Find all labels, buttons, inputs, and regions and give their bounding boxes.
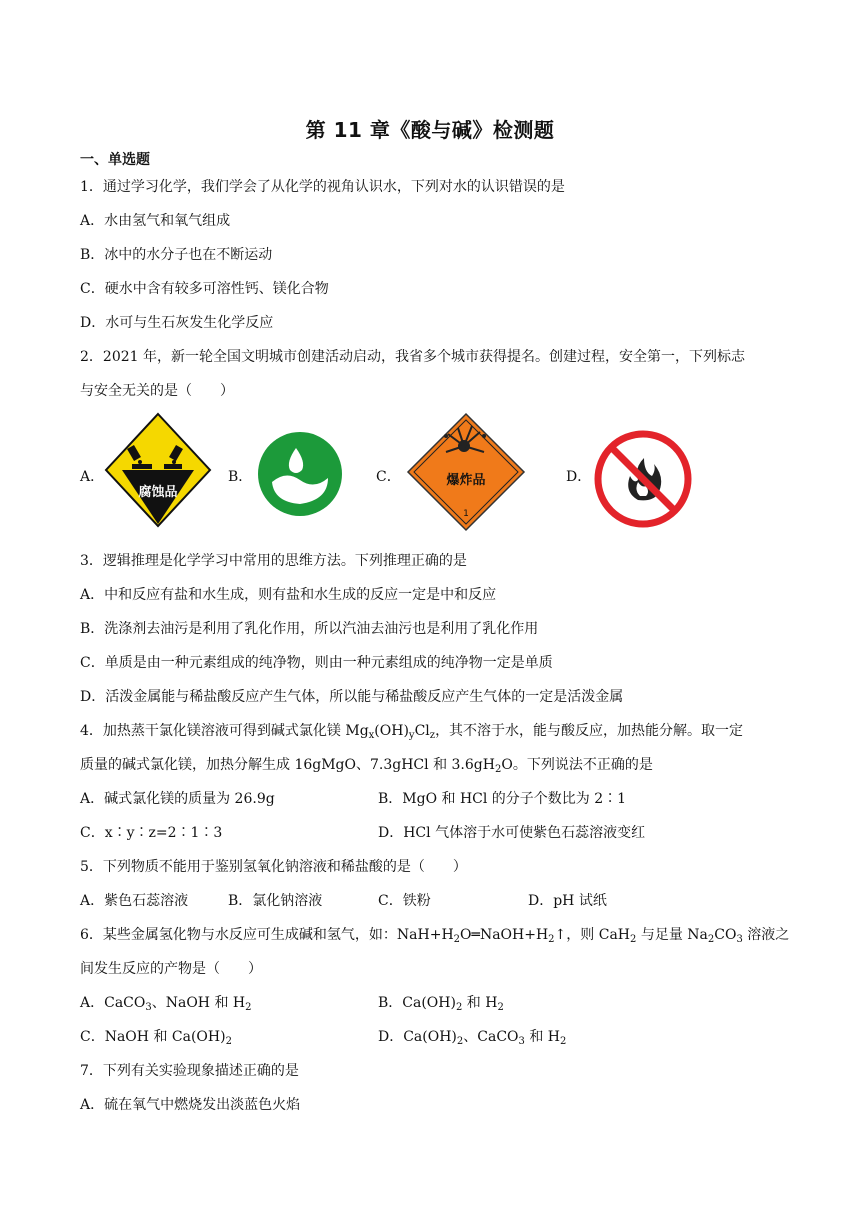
q2-option-a-label: A．: [80, 469, 105, 485]
q6-option-d: D．$Ca(OH)_2$、CaCO$_3$ 和 $H_2$: [378, 1029, 567, 1047]
no-fire-sign-icon: [594, 430, 692, 528]
q5-option-b: B．氯化钠溶液: [228, 893, 323, 909]
q6-stem-line2: 间发生反应的产物是（ ）: [80, 961, 262, 977]
q3-option-d: D．活泼金属能与稀盐酸反应产生气体，所以能与稀盐酸反应产生气体的一定是活泼金属: [80, 689, 624, 705]
q4-option-b: B．MgO 和 HCl 的分子个数比为 2∶1: [378, 791, 627, 807]
q3-option-c: C．单质是由一种元素组成的纯净物，则由一种元素组成的纯净物一定是单质: [80, 655, 553, 671]
q4-option-a: A．碱式氯化镁的质量为 26.9g: [80, 791, 275, 807]
q3-stem: 3．逻辑推理是化学学习中常用的思维方法。下列推理正确的是: [80, 553, 467, 569]
q1-stem: 1．通过学习化学，我们学会了从化学的视角认识水，下列对水的认识错误的是: [80, 179, 565, 195]
q2-sign-options: [80, 412, 800, 532]
q6-option-a: A．CaCO$_3$、NaOH 和 $H_2$: [80, 995, 252, 1013]
q2-option-b-label: B．: [228, 469, 253, 485]
q6-option-c: C．NaOH 和 $Ca(OH)_2$: [80, 1029, 232, 1047]
water-saving-sign-icon: [256, 430, 344, 518]
q2-stem-line1: 2．2021 年，新一轮全国文明城市创建活动启动，我省多个城市获得提名。创建过程，安全第一，下列标志: [80, 349, 745, 365]
q5-option-a: A．紫色石蕊溶液: [80, 893, 189, 909]
q2-option-d-label: D．: [566, 469, 592, 485]
q6-option-b: B．$Ca(OH)_2$ 和 $H_2$: [378, 995, 504, 1013]
q7-option-a: A．硫在氧气中燃烧发出淡蓝色火焰: [80, 1097, 301, 1113]
corrosive-sign-icon: [104, 412, 212, 528]
q6-stem-line1: 6．某些金属氢化物与水反应可生成碱和氢气，如：$NaH+H_2O═NaOH+H_2↑$，则 CaH$_2$ 与足量 $Na_2CO_3$ 溶液之: [80, 927, 790, 945]
section-heading: 一、单选题: [80, 152, 150, 168]
q2-option-c-label: C．: [376, 469, 401, 485]
q1-option-b: B．冰中的水分子也在不断运动: [80, 247, 273, 263]
q5-option-c: C．铁粉: [378, 893, 431, 909]
q7-stem: 7．下列有关实验现象描述正确的是: [80, 1063, 299, 1079]
explosive-sign-text: 爆炸品: [446, 473, 486, 488]
q2-stem-line2: 与安全无关的是（ ）: [80, 383, 234, 399]
q3-option-a: A．中和反应有盐和水生成，则有盐和水生成的反应一定是中和反应: [80, 587, 497, 603]
q1-option-a: A．水由氢气和氧气组成: [80, 213, 231, 229]
page-title: 第 11 章《酸与碱》检测题: [305, 118, 555, 142]
corrosive-sign-text: 腐蚀品: [138, 485, 178, 500]
q5-stem: 5．下列物质不能用于鉴别氢氧化钠溶液和稀盐酸的是（ ）: [80, 859, 467, 875]
q4-stem-line1: 4．加热蒸干氯化镁溶液可得到碱式氯化镁 $Mg_x(OH)_yCl_z$，其不溶于水，能与酸反应，加热能分解。取一定: [80, 723, 744, 741]
q4-option-d: D．HCl 气体溶于水可使紫色石蕊溶液变红: [378, 825, 646, 841]
explosive-sign-icon: [406, 412, 526, 532]
q4-stem-line2: 质量的碱式氯化镁，加热分解生成 16gMgO、7.3gHCl 和 $3.6gH_2O$。下列说法不正确的是: [80, 757, 653, 775]
q5-option-d: D．pH 试纸: [528, 893, 607, 909]
explosive-sign-number: 1: [463, 509, 469, 519]
q1-option-d: D．水可与生石灰发生化学反应: [80, 315, 274, 331]
q1-option-c: C．硬水中含有较多可溶性钙、镁化合物: [80, 281, 329, 297]
q3-option-b: B．洗涤剂去油污是利用了乳化作用，所以汽油去油污也是利用了乳化作用: [80, 621, 539, 637]
q4-option-c: C．x∶y∶z=2∶1∶3: [80, 825, 223, 841]
